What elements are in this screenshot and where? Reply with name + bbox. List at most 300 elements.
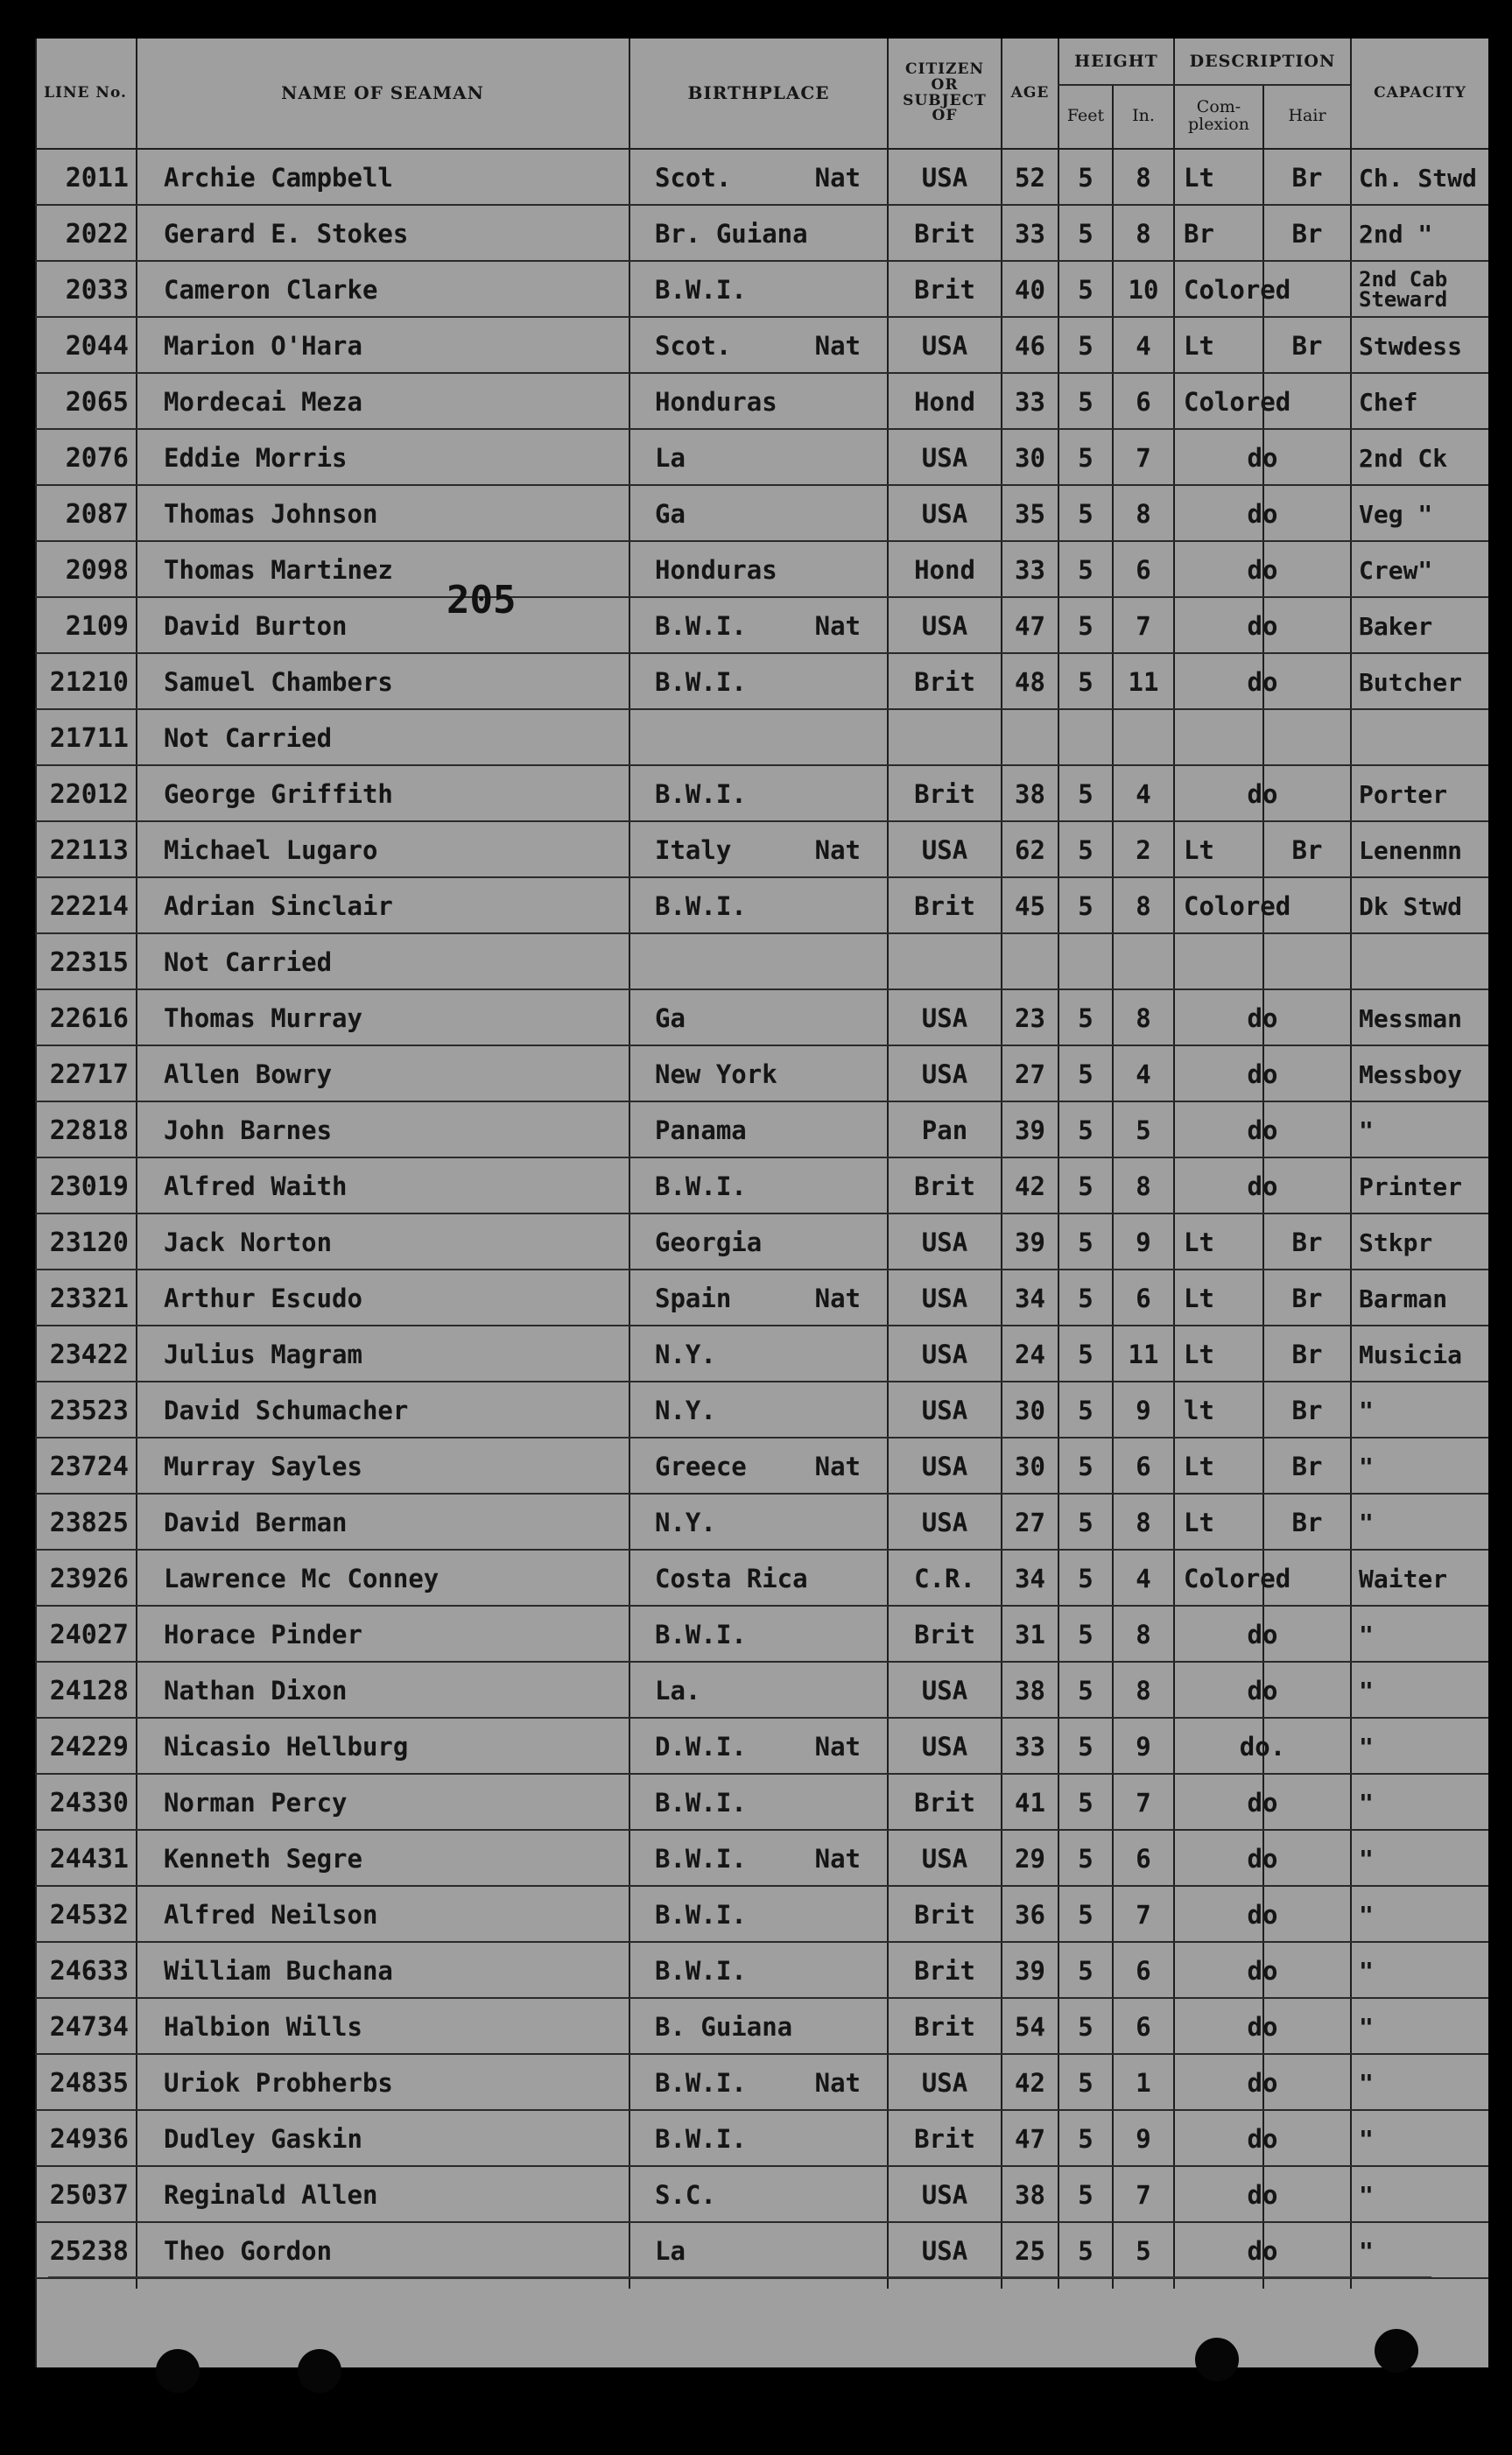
line-number: 2065 [65,386,129,418]
hair [1264,1719,1350,1775]
birthplace-text: La [655,443,686,473]
line-number: 2044 [65,330,129,362]
height-feet: 5 [1078,1564,1094,1593]
height-inches [1114,934,1173,990]
header-hair: Hair [1288,105,1326,125]
line-number: 23825 [49,1507,129,1538]
line-number: 2087 [65,498,129,530]
birthplace [630,990,887,1046]
age: 38 [1015,1676,1045,1706]
height-inches: 8 [1136,1620,1151,1650]
capacity: " [1359,1732,1374,1762]
line-number: 21711 [49,722,129,754]
capacity: Crew" [1359,555,1433,585]
capacity: " [1359,1676,1374,1706]
birthplace [630,486,887,542]
birthplace-text: B.W.I. [655,667,747,697]
table-row [35,1270,1488,1326]
capacity: 2nd Cab Steward [1359,267,1448,312]
birthplace-text: La [655,2236,686,2266]
hair [1264,1887,1350,1943]
citizen-of: Hond [914,555,975,585]
table-row [35,1158,1488,1214]
birthplace [630,1158,887,1214]
naturalized-mark: Nat [814,1732,861,1762]
complexion: do [1247,2180,1278,2210]
seaman-name: Thomas Martinez [164,555,393,585]
citizen-of: Brit [914,2012,975,2042]
age: 42 [1015,1171,1045,1201]
complexion: do [1247,1900,1278,1930]
naturalized-mark: Nat [814,1284,861,1313]
seaman-name: David Burton [164,611,348,641]
capacity: 2nd Ck [1359,443,1448,473]
height-inches [1114,710,1173,766]
table-row [35,1102,1488,1158]
capacity: " [1359,1956,1374,1986]
birthplace [630,934,887,990]
seaman-name: Alfred Neilson [164,1900,378,1930]
hair [1264,1158,1350,1214]
hair [1264,2167,1350,2223]
seaman-name: David Berman [164,1508,348,1537]
height-inches: 6 [1136,2012,1151,2042]
citizen-of: Brit [914,1956,975,1986]
seaman-name: Reginald Allen [164,2180,378,2210]
punch-hole [1375,2329,1418,2373]
table-row [35,206,1488,262]
capacity: 2nd " [1359,219,1433,249]
header-height: HEIGHT [1074,52,1158,71]
seaman-name: Norman Percy [164,1788,348,1818]
age: 23 [1015,1003,1045,1033]
line-number: 22012 [49,778,129,810]
citizen-of: Brit [914,1788,975,1818]
age: 42 [1015,2068,1045,2098]
line-number: 22214 [49,890,129,922]
birthplace-text: B. Guiana [655,2012,793,2042]
header-name: NAME OF SEAMAN [281,82,484,103]
citizen-of: USA [921,1844,968,1874]
hair [1264,1663,1350,1719]
line-number: 24431 [49,1843,129,1875]
punch-hole [156,2349,200,2393]
line-number: 23724 [49,1451,129,1482]
citizen-of: USA [921,1003,968,1033]
hair: Br [1291,1508,1323,1537]
line-number: 24532 [49,1899,129,1931]
hair [1264,430,1350,486]
line-number: 22315 [49,946,129,978]
height-feet: 5 [1078,275,1094,305]
height-feet: 5 [1078,331,1094,361]
capacity: Barman [1359,1284,1448,1313]
citizen-of: USA [921,835,968,865]
capacity: Stwdess [1359,331,1463,361]
birthplace [630,1382,887,1439]
birthplace-text: Br. Guiana [655,219,808,249]
birthplace-text: B.W.I. [655,1171,747,1201]
header-citizen: CITIZEN OR SUBJECT OF [903,60,987,125]
capacity: " [1359,1115,1374,1145]
table-row [35,1887,1488,1943]
hair [1264,542,1350,598]
age: 34 [1015,1284,1045,1313]
seaman-name: William Buchana [164,1956,393,1986]
birthplace [630,430,887,486]
birthplace-text: Ga [655,499,686,529]
height-inches: 6 [1136,387,1151,417]
complexion: Lt [1184,1508,1214,1537]
line-number: 23422 [49,1339,129,1370]
line-number: 2033 [65,274,129,306]
seaman-name: Thomas Johnson [164,499,378,529]
birthplace [630,1831,887,1887]
age: 38 [1015,2180,1045,2210]
age: 47 [1015,611,1045,641]
table-row [35,430,1488,486]
height-inches: 6 [1136,1452,1151,1481]
birthplace [630,1439,887,1495]
table-row [35,318,1488,374]
table-row [35,1214,1488,1270]
seaman-name: John Barnes [164,1115,333,1145]
height-inches: 8 [1136,1508,1151,1537]
citizen-of: USA [921,2180,968,2210]
birthplace-text: Panama [655,1115,747,1145]
height-feet: 5 [1078,443,1094,473]
citizen-of: USA [921,1452,968,1481]
table-row [35,1999,1488,2055]
complexion: Lt [1184,331,1214,361]
header-capacity: CAPACITY [1374,83,1466,102]
seaman-name: Allen Bowry [164,1059,333,1089]
seaman-name: George Griffith [164,779,393,809]
citizen-of [889,934,1001,990]
table-row [35,1326,1488,1382]
birthplace-text: Italy [655,835,732,865]
complexion: Lt [1184,835,1214,865]
complexion: lt [1184,1396,1214,1425]
height-inches: 6 [1136,1284,1151,1313]
hair [1264,1943,1350,1999]
line-number: 25238 [49,2235,129,2267]
birthplace-text: New York [655,1059,777,1089]
birthplace [630,318,887,374]
age: 34 [1015,1564,1045,1593]
height-feet: 5 [1078,1788,1094,1818]
birthplace-text: B.W.I. [655,611,747,641]
birthplace-text: Scot. [655,163,732,193]
capacity: " [1359,1508,1374,1537]
age: 40 [1015,275,1045,305]
complexion: do [1247,1956,1278,1986]
citizen-of: C.R. [914,1564,975,1593]
complexion: do [1247,667,1278,697]
citizen-of: Pan [921,1115,968,1145]
age: 39 [1015,1228,1045,1257]
height-inches: 8 [1136,1676,1151,1706]
line-number: 24128 [49,1675,129,1706]
capacity: " [1359,2236,1374,2266]
line-number: 23019 [49,1171,129,1202]
seaman-name: Michael Lugaro [164,835,378,865]
age: 30 [1015,1396,1045,1425]
hair [1264,2111,1350,2167]
birthplace-text: B.W.I. [655,275,747,305]
hair [1264,1046,1350,1102]
line-number: 24229 [49,1731,129,1762]
capacity: Dk Stwd [1359,891,1463,921]
table-row [35,1719,1488,1775]
capacity: Ch. Stwd [1359,163,1477,193]
height-feet: 5 [1078,1059,1094,1089]
hair: Br [1291,163,1323,193]
hair [1264,1607,1350,1663]
birthplace [630,1719,887,1775]
line-number: 22717 [49,1059,129,1090]
age [1002,934,1058,990]
line-number: 24027 [49,1619,129,1650]
height-inches: 9 [1136,2124,1151,2154]
height-feet: 5 [1078,1115,1094,1145]
complexion: do [1247,1171,1278,1201]
height-feet: 5 [1078,219,1094,249]
age: 29 [1015,1844,1045,1874]
height-feet: 5 [1078,387,1094,417]
height-feet: 5 [1078,1340,1094,1369]
height-feet: 5 [1078,2012,1094,2042]
capacity: " [1359,1900,1374,1930]
seaman-name: Nathan Dixon [164,1676,348,1706]
seaman-name: Mordecai Meza [164,387,362,417]
capacity: " [1359,1396,1374,1425]
height-inches: 5 [1136,1115,1151,1145]
age: 33 [1015,387,1045,417]
height-inches: 4 [1136,331,1151,361]
hair [1264,598,1350,654]
punch-hole [1195,2338,1239,2381]
birthplace [630,206,887,262]
age: 30 [1015,1452,1045,1481]
height-inches: 4 [1136,1564,1151,1593]
height-feet: 5 [1078,2236,1094,2266]
hair [1264,654,1350,710]
seaman-name: Eddie Morris [164,443,348,473]
age: 39 [1015,1115,1045,1145]
height-feet: 5 [1078,1228,1094,1257]
height-inches: 7 [1136,1788,1151,1818]
header-age: AGE [1010,83,1050,102]
capacity: Baker [1359,611,1433,641]
citizen-of: USA [921,499,968,529]
citizen-of: Brit [914,1900,975,1930]
height-inches: 7 [1136,611,1151,641]
birthplace [630,766,887,822]
citizen-of: USA [921,1396,968,1425]
age: 62 [1015,835,1045,865]
citizen-of: Brit [914,275,975,305]
capacity: Printer [1359,1171,1463,1201]
header-birthplace: BIRTHPLACE [687,82,830,103]
height-inches: 4 [1136,1059,1151,1089]
hair: Br [1291,1284,1323,1313]
birthplace [630,1326,887,1382]
table-row [35,710,1488,766]
height-inches: 8 [1136,1003,1151,1033]
height-inches: 6 [1136,1844,1151,1874]
seaman-name: Alfred Waith [164,1171,348,1201]
seaman-name: Gerard E. Stokes [164,219,409,249]
citizen-of: Brit [914,1171,975,1201]
birthplace-text: B.W.I. [655,1900,747,1930]
birthplace-text: Honduras [655,387,777,417]
citizen-of: USA [921,1059,968,1089]
seaman-name: David Schumacher [164,1396,409,1425]
table-row [35,542,1488,598]
height-inches: 4 [1136,779,1151,809]
height-inches: 8 [1136,891,1151,921]
header-feet: Feet [1066,105,1105,125]
line-number: 2022 [65,218,129,250]
birthplace [630,1663,887,1719]
line-number: 2076 [65,442,129,474]
hair [1264,710,1350,766]
complexion: Colored [1184,387,1291,417]
hair: Br [1291,219,1323,249]
height-feet: 5 [1078,555,1094,585]
table-row [35,822,1488,878]
height-feet [1059,710,1112,766]
birthplace [630,1270,887,1326]
citizen-of: USA [921,2236,968,2266]
hair: Br [1291,1452,1323,1481]
citizen-of: USA [921,163,968,193]
table-row [35,486,1488,542]
hair: Br [1291,835,1323,865]
table-header [35,39,1488,148]
birthplace [630,1551,887,1607]
citizen-of: USA [921,331,968,361]
table-row [35,1831,1488,1887]
seaman-name: Thomas Murray [164,1003,362,1033]
citizen-of: USA [921,611,968,641]
birthplace [630,374,887,430]
birthplace [630,1775,887,1831]
table-row [35,374,1488,430]
table-row [35,1551,1488,1607]
line-number: 22616 [49,1002,129,1034]
seaman-name: Arthur Escudo [164,1284,362,1313]
citizen-of: Brit [914,219,975,249]
complexion: do [1247,611,1278,641]
birthplace [630,1887,887,1943]
line-number: 2011 [65,162,129,193]
birthplace [630,1943,887,1999]
complexion: Lt [1184,163,1214,193]
height-feet: 5 [1078,1284,1094,1313]
height-inches: 9 [1136,1396,1151,1425]
hair [1264,766,1350,822]
birthplace [630,262,887,318]
capacity: " [1359,1844,1374,1874]
line-number: 23523 [49,1395,129,1426]
complexion: do [1247,2124,1278,2154]
complexion: do [1247,1676,1278,1706]
citizen-of: USA [921,1228,968,1257]
complexion: do [1247,2236,1278,2266]
height-feet: 5 [1078,1003,1094,1033]
hair [1264,990,1350,1046]
birthplace-text: Honduras [655,555,777,585]
height-inches: 11 [1128,667,1159,697]
capacity: Waiter [1359,1564,1448,1593]
table-row [35,2055,1488,2111]
line-number: 23321 [49,1283,129,1314]
height-feet: 5 [1078,1452,1094,1481]
capacity: Messman [1359,1003,1463,1033]
age: 30 [1015,443,1045,473]
capacity: " [1359,2068,1374,2098]
line-number: 25037 [49,2179,129,2211]
height-inches: 8 [1136,163,1151,193]
citizen-of: Brit [914,2124,975,2154]
birthplace [630,654,887,710]
line-number: 2109 [65,610,129,642]
birthplace-text: B.W.I. [655,2068,747,2098]
table-row [35,2223,1488,2279]
hair [1264,2055,1350,2111]
birthplace [630,150,887,206]
bottom-rule [48,2276,1431,2278]
capacity: " [1359,1452,1374,1481]
punch-hole [298,2349,341,2393]
hair: Br [1291,1340,1323,1369]
table-row [35,1495,1488,1551]
height-feet: 5 [1078,835,1094,865]
table-row [35,2167,1488,2223]
height-feet: 5 [1078,1620,1094,1650]
citizen-of: Brit [914,891,975,921]
header-line-no: LINE No. [44,83,127,102]
birthplace-text: B.W.I. [655,1844,747,1874]
birthplace-text: Ga [655,1003,686,1033]
height-inches: 6 [1136,555,1151,585]
complexion: do [1247,2068,1278,2098]
birthplace [630,1495,887,1551]
birthplace-text: S.C. [655,2180,716,2210]
complexion: do. [1239,1732,1286,1762]
line-number: 22818 [49,1115,129,1146]
height-feet: 5 [1078,163,1094,193]
complexion: Lt [1184,1228,1214,1257]
citizen-of: Hond [914,387,975,417]
height-feet: 5 [1078,1732,1094,1762]
table-row [35,990,1488,1046]
seaman-name: Uriok Probherbs [164,2068,393,2098]
birthplace [630,598,887,654]
line-number: 24734 [49,2011,129,2043]
height-feet: 5 [1078,2068,1094,2098]
table-row [35,766,1488,822]
birthplace-text: La. [655,1676,701,1706]
line-number: 22113 [49,834,129,866]
naturalized-mark: Nat [814,835,861,865]
complexion: Colored [1184,1564,1291,1593]
height-inches: 1 [1136,2068,1151,2098]
seaman-name: Julius Magram [164,1340,362,1369]
seaman-name: Not Carried [164,723,333,753]
